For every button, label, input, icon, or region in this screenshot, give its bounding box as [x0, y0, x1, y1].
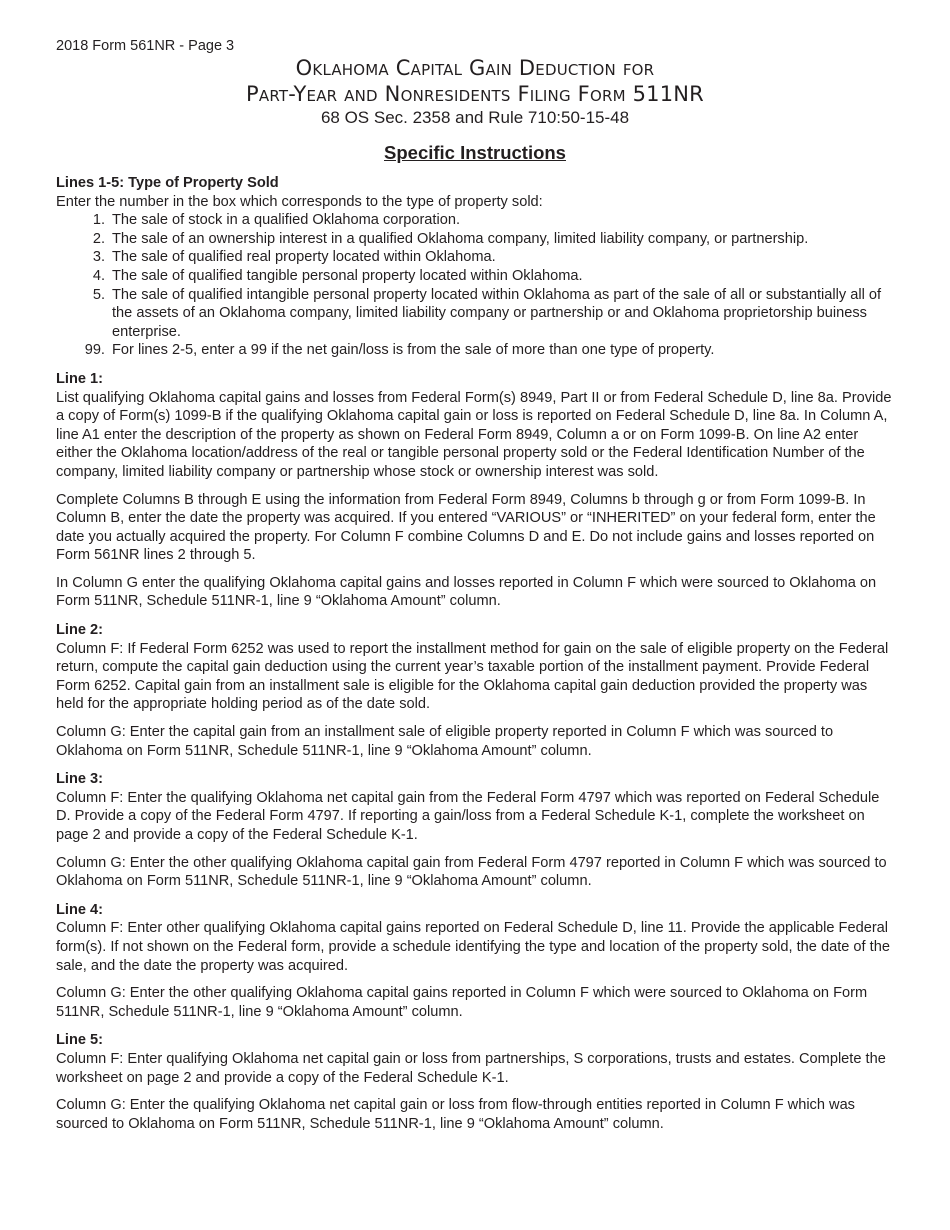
item-text: The sale of an ownership interest in a qualified Oklahoma company, limited liability company, or partnership. — [112, 230, 809, 247]
paragraph: Column F: Enter qualifying Oklahoma net capital gain or loss from partnerships, S corporations, trusts and estates. Complete the worksheet on page 2 and provide a copy of the Federal Schedule K-1. — [56, 1050, 886, 1086]
item-number: 3. — [92, 249, 105, 266]
section-title: Line 5: — [56, 1032, 104, 1049]
section-title: Line 2: — [56, 622, 104, 639]
page-label: 2018 Form 561NR - Page 3 — [56, 38, 235, 54]
paragraph: Column F: If Federal Form 6252 was used to report the installment method for gain on the sale of eligible property on the Federal return, compute the capital gain deduction using the current year’s taxable portion of the installment payment. Provide Federal Form 6252. Capital gain from an installment sale is eligible for the Oklahoma capital gain deduction provided the property was held for the appropriate holding period as of the date sold. — [56, 640, 889, 713]
list-item — [56, 267, 892, 286]
paragraph: Complete Columns B through E using the information from Federal Form 8949, Columns b through g or from Form 1099-B. In Column B, enter the date the property was acquired. If you entered “VARIOUS” or “INHERITED” on your federal form, enter the date you actually acquired the property. For Column F combine Columns D and E. Do not include gains and losses reported on Form 561NR lines 2 through 5. — [56, 491, 876, 564]
paragraph: Column G: Enter the capital gain from an installment sale of eligible property reported in Column F which was sourced to Oklahoma on Form 511NR, Schedule 511NR-1, line 9 “Oklahoma Amount” column. — [56, 724, 834, 759]
item-number: 2. — [92, 230, 105, 247]
list-item — [56, 286, 892, 342]
property-type-list — [56, 211, 892, 360]
section-line-5 — [56, 1031, 892, 1133]
list-item — [56, 341, 892, 360]
section-line-1 — [56, 370, 892, 611]
item-text: The sale of qualified intangible personal property located within Oklahoma as part of the sale of all or substantially all of the assets of an Oklahoma company, limited liability company or partnership or and Oklahoma proprietorship buiness enterprise. — [112, 286, 882, 340]
section-title: Line 1: — [56, 370, 104, 387]
list-item — [56, 230, 892, 249]
section-intro: Enter the number in the box which corresponds to the type of property sold: — [56, 193, 543, 210]
list-item — [56, 211, 892, 230]
section-line-3 — [56, 770, 892, 891]
paragraph: Column F: Enter the qualifying Oklahoma net capital gain from the Federal Form 4797 which was reported on Federal Schedule D. Provide a copy of the Federal Form 4797. If reporting a gain/loss from a Federal Schedule K-1, complete the worksheet on page 2 and provide a copy of the Federal Schedule K-1. — [56, 789, 880, 843]
section-title: Line 4: — [56, 901, 104, 918]
item-number: 1. — [92, 212, 105, 229]
paragraph: In Column G enter the qualifying Oklahoma capital gains and losses reported in Column F which were sourced to Oklahoma on Form 511NR, Schedule 511NR-1, line 9 “Oklahoma Amount” column. — [56, 574, 877, 610]
paragraph: List qualifying Oklahoma capital gains and losses from Federal Form(s) 8949, Part II or from Federal Schedule D, line 8a. Provide a copy of Form(s) 1099-B if the qualifying Oklahoma capital gain or loss is reported on Federal Schedule D, line 8a. In Column A, line A1 enter the description of the property as shown on Federal Form 8949, Column a or on Form 1099-B. On line A2 enter either the Oklahoma location/address of the real or tangible personal property sold or the Federal Identification Number of the company, limited liability company or partnership whose stock or ownership interest was sold. — [56, 389, 892, 480]
list-item — [56, 248, 892, 267]
paragraph: Column G: Enter the qualifying Oklahoma net capital gain or loss from flow-through entities reported in Column F which was sourced to Oklahoma on Form 511NR, Schedule 511NR-1, line 9 “Oklahoma Amount” column. — [56, 1097, 855, 1132]
item-text: The sale of stock in a qualified Oklahoma corporation. — [112, 212, 461, 229]
item-number: 5. — [92, 286, 105, 303]
item-text: The sale of qualified tangible personal property located within Oklahoma. — [112, 267, 583, 284]
section-line-2 — [56, 621, 892, 760]
item-text: The sale of qualified real property located within Oklahoma. — [112, 249, 496, 266]
title-line-2: Part-Year and Nonresidents Filing Form 511NR — [246, 82, 704, 106]
paragraph: Column G: Enter the other qualifying Oklahoma capital gain from Federal Form 4797 reported in Column F which was sourced to Oklahoma on Form 511NR, Schedule 511NR-1, line 9 “Oklahoma Amount” column. — [56, 854, 887, 890]
item-text: For lines 2-5, enter a 99 if the net gain/loss is from the sale of more than one type of property. — [112, 342, 715, 359]
paragraph: Column F: Enter other qualifying Oklahoma capital gains reported on Federal Schedule D, line 11. Provide the applicable Federal form(s). If not shown on the Federal form, provide a schedule identifying the type and location of the property sold, the date of the sale, and the date the property was acquired. — [56, 920, 890, 974]
paragraph: Column G: Enter the other qualifying Oklahoma capital gains reported in Column F which were sourced to Oklahoma on Form 511NR, Schedule 511NR-1, line 9 “Oklahoma Amount” column. — [56, 985, 868, 1020]
item-number: 4. — [92, 267, 105, 284]
section-heading: Specific Instructions — [384, 142, 566, 163]
section-types — [56, 174, 892, 360]
statute-reference: 68 OS Sec. 2358 and Rule 710:50-15-48 — [320, 108, 630, 127]
title-line-1: Oklahoma Capital Gain Deduction for — [295, 56, 655, 80]
section-title: Line 3: — [56, 771, 104, 788]
section-line-4 — [56, 901, 892, 1022]
section-title: Lines 1-5: Type of Property Sold — [56, 175, 279, 191]
instructions-body — [56, 174, 892, 1133]
item-number: 99. — [84, 342, 105, 359]
